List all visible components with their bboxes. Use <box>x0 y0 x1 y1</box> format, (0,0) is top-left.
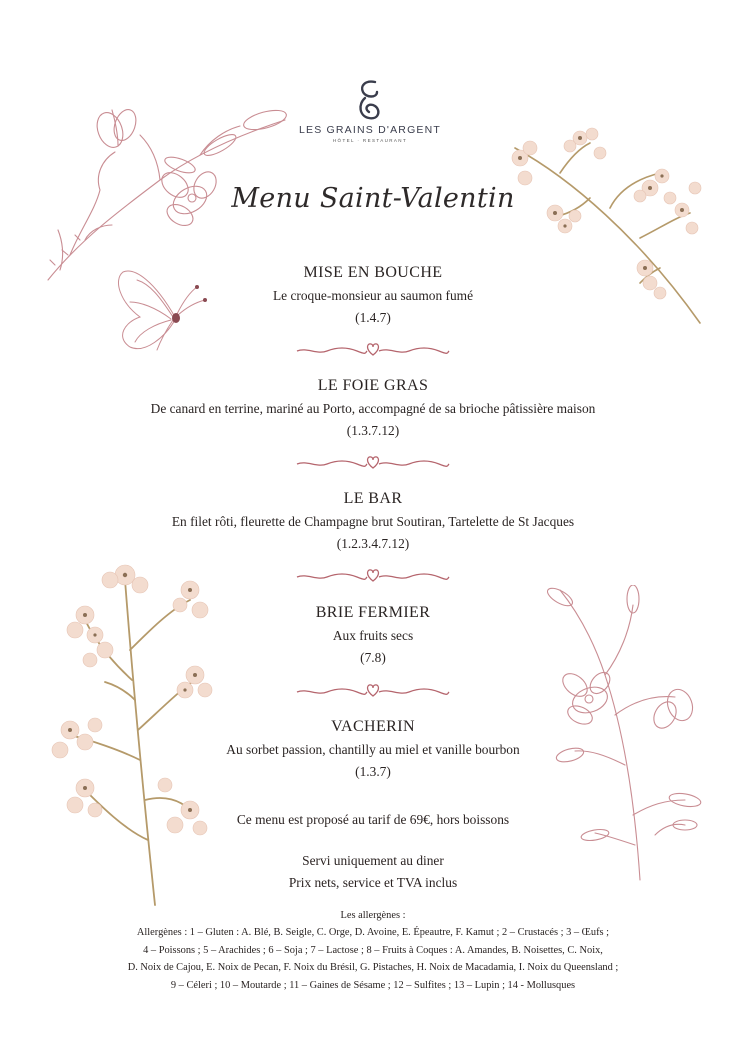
course-brie-fermier <box>0 603 746 668</box>
heart-divider <box>295 454 451 470</box>
course-allergens: (1.3.7) <box>355 764 391 779</box>
course-description: Au sorbet passion, chantilly au miel et vanille bourbon <box>226 742 520 757</box>
course-mise-en-bouche <box>0 263 746 328</box>
heart-divider <box>295 567 451 583</box>
course-description: En filet rôti, fleurette de Champagne brut Soutiran, Tartelette de St Jacques <box>171 514 575 529</box>
course-vacherin <box>0 717 746 782</box>
menu-title: Menu Saint-Valentin <box>231 183 515 214</box>
course-allergens: (1.3.7.12) <box>346 423 400 438</box>
course-description: Aux fruits secs <box>332 628 414 643</box>
course-name: MISE EN BOUCHE <box>303 264 443 281</box>
course-name: LE FOIE GRAS <box>317 377 429 394</box>
brand-logo <box>290 78 450 143</box>
course-name: VACHERIN <box>331 718 415 735</box>
course-allergens: (1.4.7) <box>355 310 391 325</box>
course-foie-gras <box>0 376 746 441</box>
course-allergens: (7.8) <box>360 650 386 665</box>
allergen-legend-line: 9 – Céleri ; 10 – Moutarde ; 11 – Gaines de Sésame ; 12 – Sulfites ; 13 – Lupin ; 14 - Mollusques <box>170 979 576 991</box>
course-le-bar <box>0 489 746 554</box>
allergen-legend <box>0 907 746 994</box>
course-description: Le croque-monsieur au saumon fumé <box>272 288 474 303</box>
course-description: De canard en terrine, mariné au Porto, accompagné de sa brioche pâtissière maison <box>150 401 596 416</box>
brand-subtitle: HÔTEL · RESTAURANT <box>332 138 408 143</box>
allergen-legend-line: 4 – Poissons ; 5 – Arachides ; 6 – Soja ; 7 – Lactose ; 8 – Fruits à Coques : A. Amandes, B. Noisettes, C. Noix, <box>143 944 603 956</box>
service-note-line: Servi uniquement au diner <box>302 853 444 868</box>
price-note: Ce menu est proposé au tarif de 69€, hors boissons <box>236 812 510 827</box>
brand-monogram-icon <box>355 78 385 122</box>
course-allergens: (1.2.3.4.7.12) <box>336 536 410 551</box>
brand-name: LES GRAINS D'ARGENT <box>298 124 442 136</box>
allergen-legend-line: Allergènes : 1 – Gluten : A. Blé, B. Seigle, C. Orge, D. Avoine, E. Épeautre, F. Kamut ; 2 – Crustacés ; 3 – Œufs ; <box>136 927 610 939</box>
course-name: LE BAR <box>343 490 403 507</box>
heart-divider <box>295 682 451 698</box>
allergen-legend-title: Les allergènes : <box>340 910 406 921</box>
heart-divider <box>295 341 451 357</box>
service-note-line: Prix nets, service et TVA inclus <box>288 875 458 890</box>
service-notes <box>0 850 746 894</box>
allergen-legend-line: D. Noix de Cajou, E. Noix de Pecan, F. Noix du Brésil, G. Pistaches, H. Noix de Macadamia, I. Noix du Queensland ; <box>127 962 619 974</box>
course-name: BRIE FERMIER <box>315 604 431 621</box>
